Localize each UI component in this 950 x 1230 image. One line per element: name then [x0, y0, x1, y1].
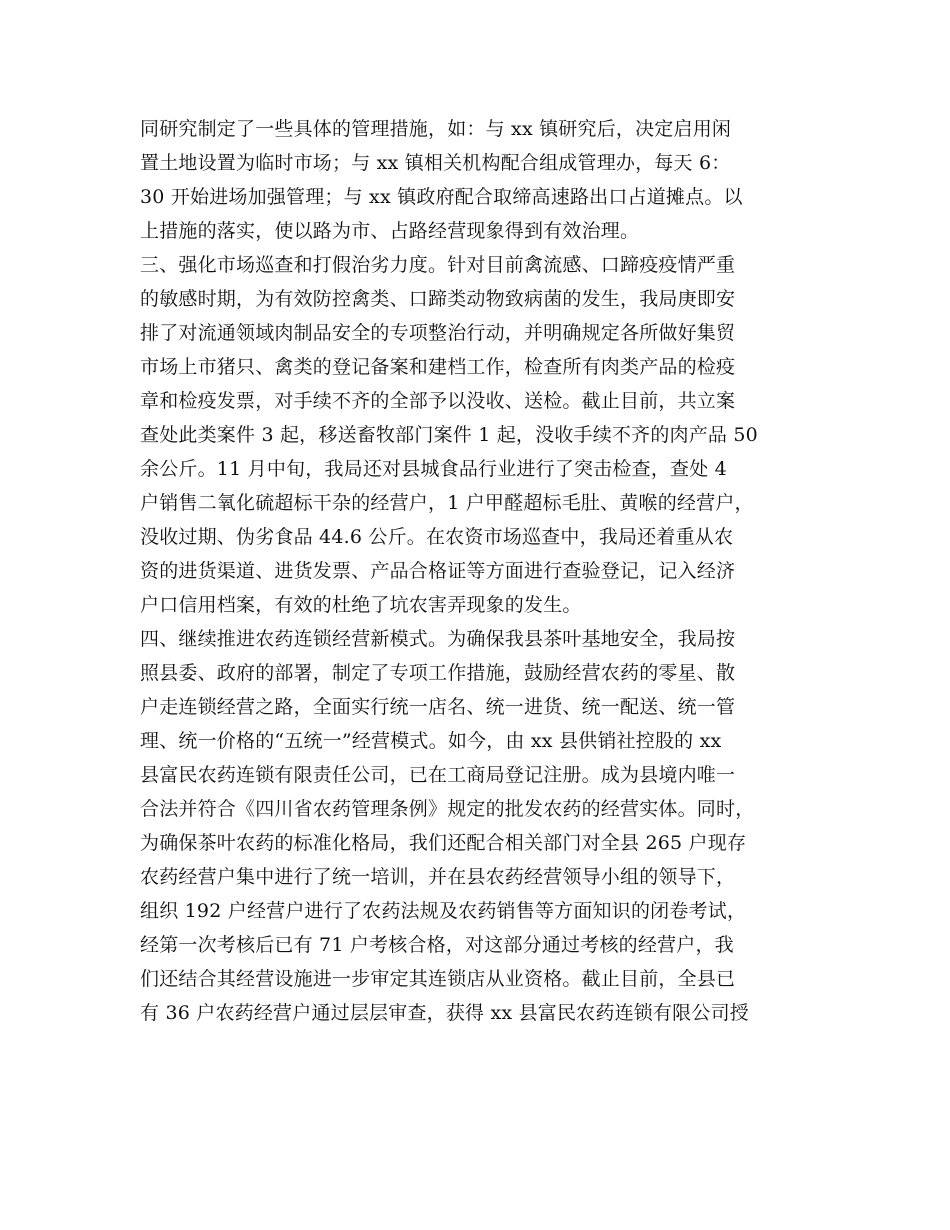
text-line: 置土地设置为临时市场；与 xx 镇相关机构配合组成管理办，每天 6： [140, 152, 731, 174]
text-line: 没收过期、伪劣食品 44.6 公斤。在农资市场巡查中，我局还着重从农 [140, 526, 734, 548]
text-line: 合法并符合《四川省农药管理条例》规定的批发农药的经营实体。同时， [140, 798, 755, 820]
text-line: 农药经营户集中进行了统一培训，并在县农药经营领导小组的领导下， [140, 866, 736, 888]
text-line: 排了对流通领域肉制品安全的专项整治行动，并明确规定各所做好集贸 [140, 322, 736, 344]
text-line: 为确保茶叶农药的标准化格局，我们还配合相关部门对全县 265 户现存 [140, 832, 747, 854]
text-line: 资的进货渠道、进货发票、产品合格证等方面进行查验登记，记入经济 [140, 560, 736, 582]
text-line: 有 36 户农药经营户通过层层审查，获得 xx 县富民农药连锁有限公司授 [140, 1002, 749, 1024]
text-line: 县富民农药连锁有限责任公司，已在工商局登记注册。成为县境内唯一 [140, 764, 736, 786]
text-line: 上措施的落实，使以路为市、占路经营现象得到有效治理。 [140, 220, 640, 242]
text-line: 查处此类案件 3 起，移送畜牧部门案件 1 起，没收手续不齐的肉产品 50 [140, 424, 758, 446]
text-line: 30 开始进场加强管理；与 xx 镇政府配合取缔高速路出口占道摊点。以 [140, 186, 743, 208]
text-line: 户口信用档案，有效的杜绝了坑农害弄现象的发生。 [140, 594, 582, 616]
text-line: 三、强化市场巡查和打假治劣力度。针对目前禽流感、口蹄疫疫情严重 [140, 254, 736, 276]
text-line: 户走连锁经营之路，全面实行统一店名、统一进货、统一配送、统一管 [140, 696, 736, 718]
text-line: 章和检疫发票，对手续不齐的全部予以没收、送检。截止目前，共立案 [140, 390, 736, 412]
text-line: 市场上市猪只、禽类的登记备案和建档工作，检查所有肉类产品的检疫 [140, 356, 736, 378]
text-line: 理、统一价格的“五统一”经营模式。如今，由 xx 县供销社控股的 xx [140, 730, 722, 752]
body-text [140, 112, 820, 1030]
text-line: 四、继续推进农药连锁经营新模式。为确保我县茶叶基地安全，我局按 [140, 628, 736, 650]
text-line: 经第一次考核后已有 71 户考核合格，对这部分通过考核的经营户，我 [140, 934, 734, 956]
text-line: 的敏感时期，为有效防控禽类、口蹄类动物致病菌的发生，我局庚即安 [140, 288, 736, 310]
text-line: 们还结合其经营设施进一步审定其连锁店从业资格。截止目前，全县已 [140, 968, 736, 990]
text-line: 余公斤。11 月中旬，我局还对县城食品行业进行了突击检查，查处 4 [140, 458, 727, 480]
text-line: 组织 192 户经营户进行了农药法规及农药销售等方面知识的闭卷考试， [140, 900, 747, 922]
text-line: 同研究制定了一些具体的管理措施，如：与 xx 镇研究后，决定启用闲 [140, 118, 732, 140]
text-line: 户销售二氧化硫超标干杂的经营户，1 户甲醛超标毛肚、黄喉的经营户， [140, 492, 754, 514]
text-line: 照县委、政府的部署，制定了专项工作措施，鼓励经营农药的零星、散 [140, 662, 736, 684]
